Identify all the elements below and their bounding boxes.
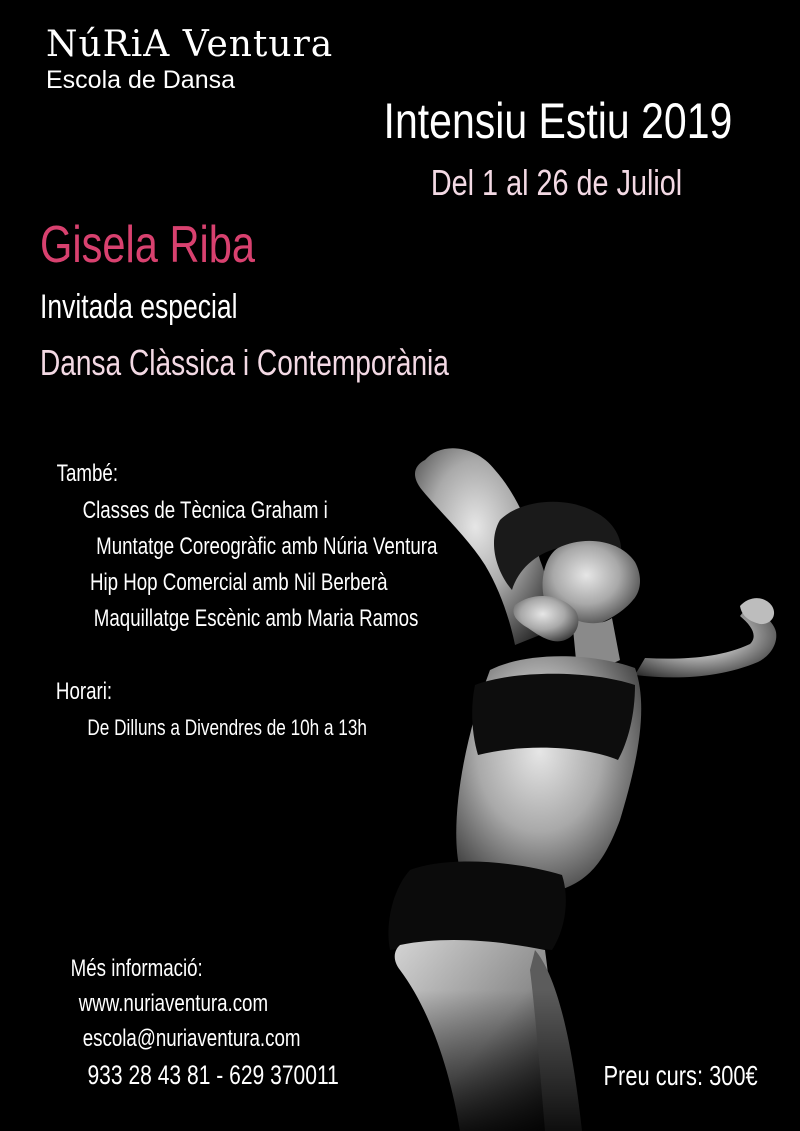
event-dates: Del 1 al 26 de Juliol bbox=[430, 162, 682, 203]
course-price: Preu curs: 300€ bbox=[603, 1060, 758, 1091]
schedule-heading: Horari: bbox=[55, 678, 113, 705]
school-logo-title: NúRiA Ventura bbox=[46, 24, 334, 65]
also-item-graham: Classes de Tècnica Graham i bbox=[82, 497, 328, 524]
event-title: Intensiu Estiu 2019 bbox=[383, 93, 732, 149]
guest-discipline: Dansa Clàssica i Contemporània bbox=[40, 342, 449, 383]
also-item-hiphop: Hip Hop Comercial amb Nil Berberà bbox=[89, 569, 388, 596]
dancer-top bbox=[472, 674, 635, 760]
also-item-makeup: Maquillatge Escènic amb Maria Ramos bbox=[93, 605, 419, 632]
contact-email[interactable]: escola@nuriaventura.com bbox=[82, 1025, 301, 1052]
guest-role: Invitada especial bbox=[40, 288, 238, 326]
contact-phones: 933 28 43 81 - 629 370011 bbox=[87, 1060, 339, 1090]
dancer-shorts bbox=[388, 862, 565, 950]
also-heading: També: bbox=[56, 460, 119, 487]
also-item-choreography: Muntatge Coreogràfic amb Núria Ventura bbox=[96, 533, 438, 560]
contact-website[interactable]: www.nuriaventura.com bbox=[78, 990, 269, 1017]
guest-name: Gisela Riba bbox=[40, 216, 256, 274]
schedule-text: De Dilluns a Divendres de 10h a 13h bbox=[87, 715, 367, 740]
contact-heading: Més informació: bbox=[70, 955, 203, 982]
school-logo-subtitle: Escola de Dansa bbox=[46, 66, 236, 94]
